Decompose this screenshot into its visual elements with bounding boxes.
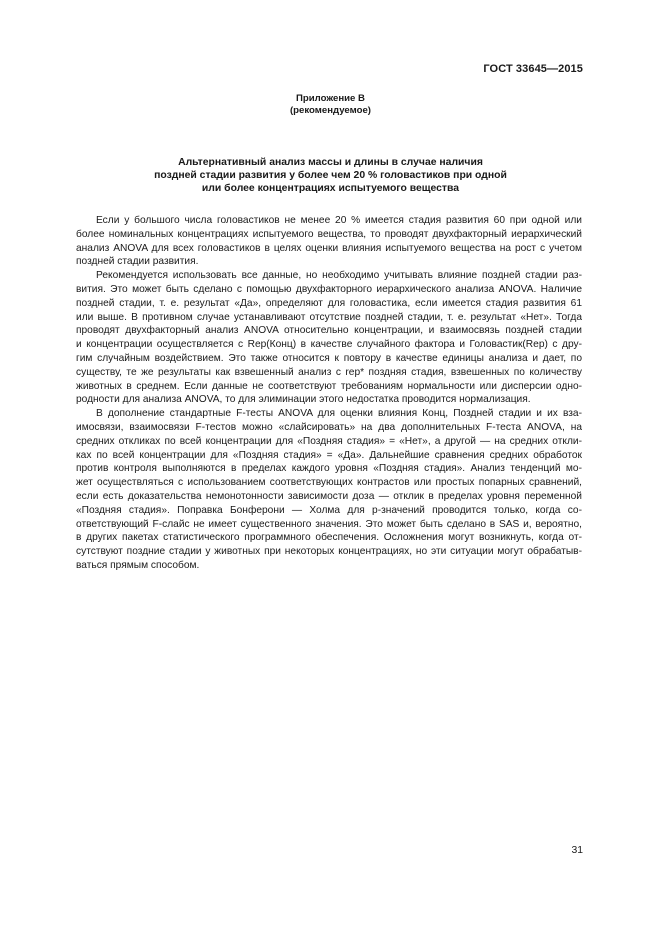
annex-label: Приложение В [296, 93, 365, 104]
body-text [76, 214, 582, 573]
annex-title-line: или более концентрациях испытуемого вещества [201, 182, 460, 194]
body-line: ответствующий F-слайс не имеет существенного значения. Это может быть сделано в SAS и, вероятно, [76, 518, 582, 530]
body-line: поздней стадии, т. е. результат «Да», определяют для головастика, если имеется стадия развития 61 [76, 297, 582, 309]
body-line: анализ ANOVA для всех головастиков в целях оценки влияния испытуемого вещества на рост с учетом [76, 242, 582, 254]
body-line: ках по всей концентрации для «Поздняя стадия» = «Да». Дальнейшие сравнения средних обработок [76, 449, 582, 461]
body-line: средних откликах по всей концентрации для «Поздняя стадия» = «Нет», а другой — на средних откли- [76, 435, 582, 447]
body-line: Если у большого числа головастиков не менее 20 % имеется стадия развития 60 при одной или [96, 215, 582, 226]
body-line: животных в среднем. Если данные не соответствуют требованиям нормальности или дисперсии одно- [76, 380, 582, 392]
page-number: 31 [571, 845, 583, 856]
body-line: вития. Это может быть сделано с помощью двухфакторного иерархического анализа ANOVA. Наличие [76, 283, 582, 295]
document-code: ГОСТ 33645—2015 [483, 63, 583, 75]
body-line: имосвязи, взаимосвязи F-тестов можно «слайсировать» на два дополнительных F-теста ANOVA, на [76, 421, 582, 433]
annex-title [60, 157, 601, 195]
body-line: родности для анализа ANOVA, то для элиминации этого недостатка проводится нормализация. [76, 394, 531, 406]
body-line: В дополнение стандартные F-тесты ANOVA для оценки влияния Конц, Поздней стадии и их вза- [96, 408, 582, 420]
annex-heading [0, 93, 661, 117]
body-line: жет осуществляться с использованием соответствующих контрастов или простых попарных сравнений, [76, 477, 582, 489]
body-line: против контроля выполняются в пределах каждого уровня «Поздняя стадия». Анализ тенденций мо- [76, 463, 582, 475]
body-line: более номинальных концентрациях испытуемого вещества, то проводят двухфакторный иерархический [76, 228, 582, 240]
body-line: сутствуют поздние стадии у животных при некоторых концентрациях, но эти ситуации могут обрабатыв- [76, 546, 582, 558]
body-line: проводят двухфакторный анализ ANOVA относительно концентрации, и взаимосвязь поздней стадии [76, 325, 582, 337]
body-line: Рекомендуется использовать все данные, но необходимо учитывать влияние поздней стадии раз- [96, 270, 582, 282]
annex-title-line: поздней стадии развития у более чем 20 % головастиков при одной [154, 169, 507, 181]
body-line: если есть доказательства немонотонности зависимости доза — отклик в пределах уровня переменной [76, 490, 582, 502]
annex-title-line: Альтернативный анализ массы и длины в случае наличия [178, 157, 483, 168]
body-line: и концентрации осуществляется с Rep(Конц) в качестве случайного фактора и Головастик(Rep) с дру- [76, 339, 582, 351]
body-line: поздней стадии развития. [76, 256, 199, 268]
annex-status: (рекомендуемое) [289, 105, 371, 116]
body-line: или выше. В противном случае устанавливают отсутствие поздней стадии, т. е. результат «Нет». Тогда [76, 311, 582, 323]
body-line: «Поздняя стадия». Поправка Бонферони — Холма для p-значений проводится только, когда со- [76, 504, 582, 516]
body-line: существу, те же результаты как взвешенный анализ с rep* поздняя стадия, взвешенных по количеству [76, 366, 582, 378]
body-line: гим случайным воздействием. Это также относится к повтору в качестве единицы анализа и дает, по [76, 352, 582, 364]
body-line: ваться прямым способом. [76, 559, 200, 571]
body-line: в других пакетах статистического программного обеспечения. Осложнения могут возникнуть, когда от- [76, 532, 582, 544]
